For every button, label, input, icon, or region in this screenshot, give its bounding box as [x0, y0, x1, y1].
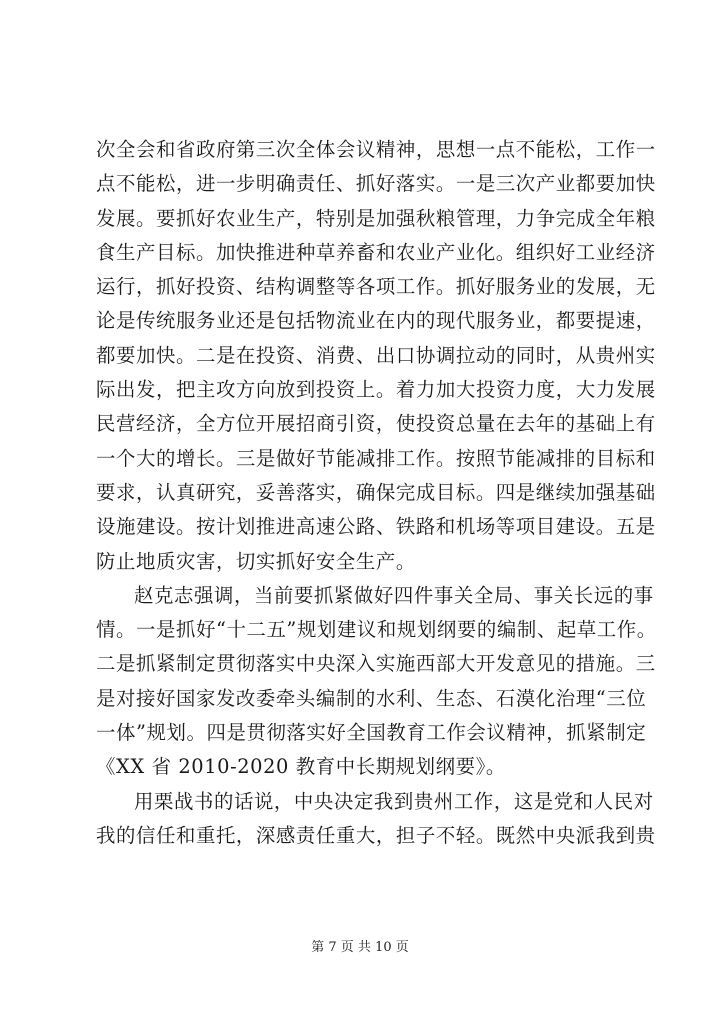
text-line: 我的信任和重托，深感责任重大，担子不轻。既然中央派我到贵 — [96, 823, 656, 847]
text-line: 用栗战书的话说，中央决定我到贵州工作，这是党和人民对 — [134, 789, 654, 813]
text-line: 际出发，把主攻方向放到投资上。着力加大投资力度，大力发展 — [96, 378, 656, 402]
text-line: 民营经济，全方位开展招商引资，使投资总量在去年的基础上有 — [96, 412, 656, 436]
text-line: 一个大的增长。三是做好节能减排工作。按照节能减排的目标和 — [96, 446, 656, 470]
text-line: 要求，认真研究，妥善落实，确保完成目标。四是继续加强基础 — [96, 480, 656, 504]
body-text — [96, 133, 657, 853]
page-footer — [0, 939, 720, 957]
text-line: 防止地质灾害，切实抓好安全生产。 — [96, 549, 416, 573]
text-line: 发展。要抓好农业生产，特别是加强秋粮管理，力争完成全年粮 — [96, 206, 656, 230]
text-line: 都要加快。二是在投资、消费、出口协调拉动的同时，从贵州实 — [96, 343, 656, 367]
text-line: 次全会和省政府第三次全体会议精神，思想一点不能松，工作一 — [96, 138, 656, 161]
text-line: 赵克志强调，当前要抓紧做好四件事关全局、事关长远的事 — [134, 583, 654, 607]
text-line: 《XX 省 2010-2020 教育中长期规划纲要》。 — [96, 755, 506, 779]
text-line: 论是传统服务业还是包括物流业在内的现代服务业，都要提速， — [96, 309, 656, 333]
text-line: 食生产目标。加快推进种草养畜和农业产业化。组织好工业经济 — [96, 240, 656, 264]
page-number: 第 7 页 共 10 页 — [311, 940, 409, 955]
text-line: 一体”规划。四是贯彻落实好全国教育工作会议精神，抓紧制定 — [96, 721, 647, 745]
text-line: 是对接好国家发改委牵头编制的水利、生态、石漠化治理“三位 — [96, 686, 647, 710]
text-line: 二是抓紧制定贯彻落实中央深入实施西部大开发意见的措施。三 — [96, 652, 656, 676]
text-line: 点不能松，进一步明确责任、抓好落实。一是三次产业都要加快 — [96, 172, 656, 196]
text-line: 情。一是抓好“十二五”规划建议和规划纲要的编制、起草工作。 — [96, 618, 657, 642]
text-line: 运行，抓好投资、结构调整等各项工作。抓好服务业的发展，无 — [96, 275, 656, 299]
text-line: 设施建设。按计划推进高速公路、铁路和机场等项目建设。五是 — [96, 515, 656, 539]
